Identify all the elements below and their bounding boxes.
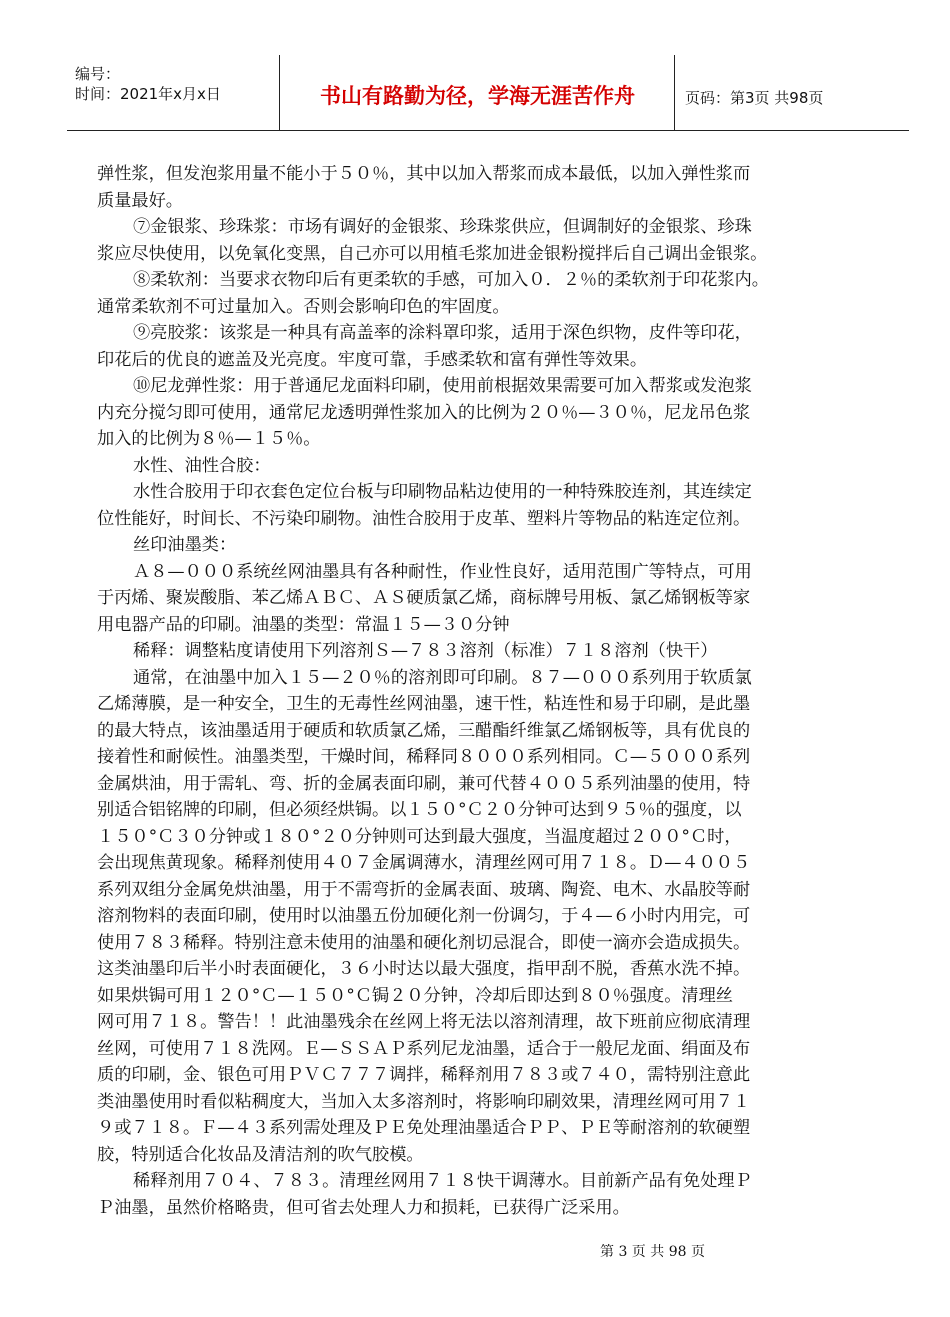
- text-line: 溶剂物料的表面印刷，使用时以油墨五份加硬化剂一份调匀，于４—６小时内用完，可: [97, 906, 751, 926]
- text-line: 稀释：调整粘度请使用下列溶剂Ｓ—７８３溶剂（标准）７１８溶剂（快干）: [133, 641, 718, 661]
- text-line: 质量最好。: [97, 190, 183, 211]
- header-motto-cell: [280, 55, 675, 130]
- text-line: 通常，在油墨中加入１５—２０％的溶剂即可印刷。８７—０００系列用于软质氯: [133, 667, 752, 688]
- text-line: 胶，特别适合化妆品及清洁剂的吹气胶模。: [97, 1144, 424, 1165]
- text-line: ⑩尼龙弹性浆：用于普通尼龙面料印刷，使用前根据效果需要可加入帮浆或发泡浆: [133, 376, 752, 396]
- page-info: 页码：第3页 共98页: [685, 89, 824, 107]
- text-line: Ａ８—０００系统丝网油墨具有各种耐性，作业性良好，适用范围广等特点，可用: [133, 561, 752, 582]
- motto-text: 书山有路勤为径，学海无涯苦作舟: [320, 84, 635, 108]
- text-line: 类油墨使用时看似粘稠度大，当加入太多溶剂时，将影响印刷效果，清理丝网可用７１: [97, 1091, 751, 1112]
- time-label: 时间：2021年x月x日: [75, 85, 221, 103]
- code-label: 编号：: [75, 65, 121, 83]
- text-line: 用电器产品的印刷。油墨的类型：常温１５—３０分钟: [97, 614, 510, 635]
- text-line: 内充分搅匀即可使用，通常尼龙透明弹性浆加入的比例为２０％—３０％，尼龙吊色浆: [97, 402, 751, 423]
- body-text: [97, 161, 885, 1221]
- text-line: 水性、油性合胶：: [133, 455, 271, 476]
- text-line: ９或７１８。Ｆ—４３系列需处理及ＰＥ免处理油墨适合ＰＰ、ＰＥ等耐溶剂的软硬塑: [97, 1118, 751, 1138]
- text-line: 于丙烯、聚炭酸脂、苯乙烯ＡＢＣ、ＡＳ硬质氯乙烯，商标牌号用板、氯乙烯钢板等家: [97, 588, 751, 608]
- text-line: 乙烯薄膜，是一种安全，卫生的无毒性丝网油墨，速干性，粘连性和易于印刷，是此墨: [97, 694, 751, 714]
- text-line: 水性合胶用于印衣套色定位台板与印刷物品粘边使用的一种特殊胶连剂，其连续定: [133, 482, 752, 502]
- text-line: 如果烘锔可用１２０°Ｃ—１５０°Ｃ锔２０分钟，冷却后即达到８０％强度。清理丝: [97, 985, 733, 1006]
- text-line: 通常柔软剂不可过量加入。否则会影响印色的牢固度。: [97, 296, 510, 317]
- text-line: 这类油墨印后半小时表面硬化，３６小时达以最大强度，指甲刮不脱，香蕉水洗不掉。: [97, 959, 751, 979]
- text-line: 位性能好，时间长、不污染印刷物。油性合胶用于皮革、塑料片等物品的粘连定位剂。: [97, 508, 751, 529]
- page-header: [67, 55, 909, 131]
- text-line: ⑧柔软剂：当要求衣物印后有更柔软的手感，可加入０．２％的柔软剂于印花浆内。: [133, 270, 769, 290]
- text-line: 网可用７１８。警告！！此油墨残余在丝网上将无法以溶剂清理，故下班前应彻底清理: [97, 1012, 751, 1032]
- text-line: １５０°Ｃ３０分钟或１８０°２０分钟则可达到最大强度，当温度超过２００°Ｃ时，: [97, 826, 742, 847]
- text-line: 质的印刷，金、银色可用ＰＶＣ７７７调拌，稀释剂用７８３或７４０，需特别注意此: [97, 1065, 751, 1085]
- text-line: 的最大特点，该油墨适用于硬质和软质氯乙烯，三醋酯纤维氯乙烯钢板等，具有优良的: [97, 720, 751, 741]
- text-line: 弹性浆，但发泡浆用量不能小于５０％，其中以加入帮浆而成本最低，以加入弹性浆而: [97, 164, 751, 184]
- text-line: 接着性和耐候性。油墨类型，干燥时间，稀释同８０００系列相同。Ｃ—５０００系列: [97, 747, 751, 767]
- text-line: ⑨亮胶浆：该浆是一种具有高盖率的涂料罩印浆，适用于深色织物，皮件等印花，: [133, 323, 752, 343]
- text-line: 印花后的优良的遮盖及光亮度。牢度可靠，手感柔软和富有弹性等效果。: [97, 349, 648, 370]
- text-line: 别适合铝铭牌的印刷，但必须经烘锔。以１５０°Ｃ２０分钟可达到９５％的强度，以: [97, 800, 742, 820]
- text-line: 浆应尽快使用，以免氧化变黑，自己亦可以用植毛浆加进金银粉搅拌后自己调出金银浆。: [97, 243, 768, 264]
- text-line: 丝网，可使用７１８洗网。Ｅ—ＳＳＡＰ系列尼龙油墨，适合于一般尼龙面、绢面及布: [97, 1038, 751, 1059]
- text-line: 丝印油墨类：: [133, 535, 237, 555]
- text-line: Ｐ油墨，虽然价格略贵，但可省去处理人力和损耗，已获得广泛采用。: [97, 1197, 630, 1218]
- text-line: 使用７８３稀释。特别注意未使用的油墨和硬化剂切忌混合，即使一滴亦会造成损失。: [97, 932, 751, 953]
- text-line: 会出现焦黄现象。稀释剂使用４０７金属调薄水，清理丝网可用７１８。Ｄ—４００５: [97, 853, 751, 873]
- header-page-cell: [675, 55, 909, 130]
- text-line: 系列双组分金属免烘油墨，用于不需弯折的金属表面、玻璃、陶瓷、电木、水晶胶等耐: [97, 879, 751, 900]
- header-meta-cell: [67, 55, 280, 130]
- text-line: ⑦金银浆、珍珠浆：市场有调好的金银浆、珍珠浆供应，但调制好的金银浆、珍珠: [133, 217, 752, 237]
- text-line: 加入的比例为８％—１５％。: [97, 429, 321, 449]
- page-footer: 第 3 页 共 98 页: [600, 1244, 705, 1260]
- text-line: 金属烘油，用于需轧、弯、折的金属表面印刷，兼可代替４００５系列油墨的使用，特: [97, 773, 751, 794]
- text-line: 稀释剂用７０４、７８３。清理丝网用７１８快干调薄水。目前新产品有免处理Ｐ: [133, 1171, 752, 1191]
